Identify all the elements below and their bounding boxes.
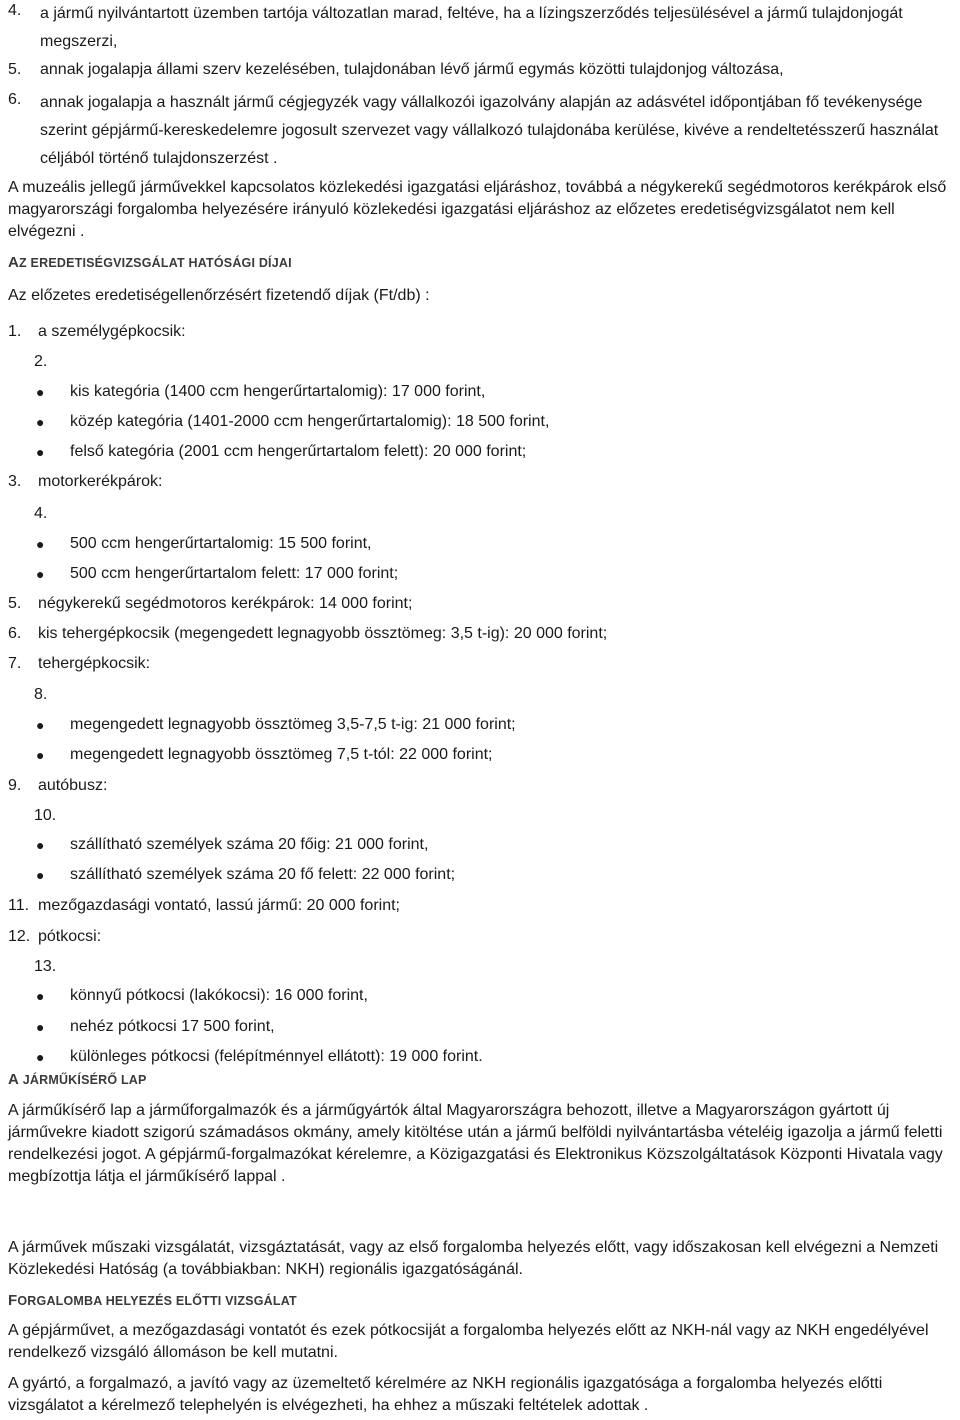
- fee-bullet-item: [36, 714, 516, 736]
- fee-list-item: [8, 471, 163, 493]
- list-number: 11.: [8, 897, 30, 914]
- bullet-icon: ●: [36, 1019, 45, 1035]
- fee-item-text: mezőgazdasági vontató, lassú jármű: 20 000 forint;: [38, 897, 400, 914]
- fee-bullet-text: közép kategória (1401-2000 ccm hengerűrtartalomig): 18 500 forint,: [70, 413, 550, 430]
- list-number: 9.: [8, 777, 22, 794]
- fee-bullet-item: [36, 834, 428, 856]
- heading-initial: A: [8, 254, 20, 271]
- heading-rest: Z EREDETISÉGVIZSGÁLAT HATÓSÁGI DÍJAI: [19, 256, 292, 270]
- heading-rest: ORGALOMBA HELYEZÉS ELŐTTI VIZSGÁLAT: [17, 1294, 297, 1308]
- fee-item-text: motorkerékpárok:: [38, 473, 163, 490]
- fee-bullet-text: nehéz pótkocsi 17 500 forint,: [70, 1018, 275, 1035]
- fee-bullet-item: [36, 381, 485, 403]
- kisero-paragraph: A járműkísérő lap a járműforgalmazók és a járműgyártók által Magyarországra behozott, illetve a Magyarországon gyártott új járművekre kiadott szigorú számadásos okmány, amely kitöltése után a jármű belföldi nyilvántartásba vételéig igazolja a jármű feletti rendelkezési jogot. A gépjármű-forgalmazókat kérelemre, a Közigazgatási és Elektronikus Közszolgáltatások Központi Hivatala vagy megbízottja látja el járműkísérő lappal .: [8, 1102, 943, 1185]
- fee-list-item: [34, 684, 64, 706]
- fee-list-item: [34, 805, 64, 827]
- fee-list-item: [8, 623, 607, 645]
- fee-bullet-text: szállítható személyek száma 20 főig: 21 000 forint,: [70, 836, 429, 853]
- fee-bullet-text: kis kategória (1400 ccm hengerűrtartalomig): 17 000 forint,: [70, 383, 486, 400]
- fee-item-text: a személygépkocsik:: [38, 323, 186, 340]
- fee-bullet-item: [36, 1046, 483, 1068]
- fee-list-item: [8, 593, 412, 615]
- forgalom-paragraph-2: A gyártó, a forgalmazó, a javító vagy az üzemeltető kérelmére az NKH regionális igazgatósága a forgalomba helyezés előtti vizsgálatot a kérelmező telephelyén is elvégezheti, ha ehhez a műszaki feltételek adottak .: [8, 1375, 883, 1414]
- bullet-icon: ●: [36, 867, 45, 883]
- bullet-icon: ●: [36, 717, 45, 733]
- list-number: 7.: [8, 655, 22, 672]
- fee-bullet-text: szállítható személyek száma 20 fő felett: 22 000 forint;: [70, 866, 456, 883]
- list-number: 3.: [8, 473, 22, 490]
- fee-bullet-text: könnyű pótkocsi (lakókocsi): 16 000 forint,: [70, 987, 368, 1004]
- section-heading-kisero: [8, 1071, 147, 1088]
- bullet-icon: ●: [36, 1049, 45, 1065]
- list-item: [8, 89, 950, 173]
- fee-bullet-item: [36, 864, 455, 886]
- list-number: 6.: [8, 91, 22, 108]
- list-number: 8.: [34, 686, 48, 703]
- fee-bullet-item: [36, 533, 372, 555]
- bullet-icon: ●: [36, 747, 45, 763]
- fee-bullet-item: [36, 744, 493, 766]
- fee-list-item: [34, 503, 64, 525]
- fee-list-item: [8, 775, 107, 797]
- list-item-text: a jármű nyilvántartott üzemben tartója változatlan marad, feltéve, ha a lízingszerződés teljesülésével a jármű tulajdonjogát megszerzi,: [40, 5, 903, 50]
- museum-paragraph: A muzeális jellegű járművekkel kapcsolatos közlekedési igazgatási eljáráshoz, továbbá a négykerekű segédmotoros kerékpárok első magyarországi forgalomba helyezésére irányuló közlekedési igazgatási eljáráshoz az előzetes eredetiségvizsgálatot nem kell elvégezni .: [8, 179, 947, 240]
- fee-bullet-item: [36, 985, 368, 1007]
- list-number: 12.: [8, 928, 31, 945]
- fee-bullet-text: megengedett legnagyobb össztömeg 7,5 t-tól: 22 000 forint;: [70, 746, 493, 763]
- heading-initial: F: [8, 1292, 18, 1309]
- fee-bullet-text: felső kategória (2001 ccm hengerűrtartalom felett): 20 000 forint;: [70, 443, 527, 460]
- fee-bullet-item: [36, 1016, 275, 1038]
- list-number: 5.: [8, 61, 22, 78]
- fee-item-text: autóbusz:: [38, 777, 108, 794]
- fee-list-item: [34, 351, 64, 373]
- fee-bullet-item: [36, 563, 398, 585]
- forgalom-paragraph-1: A gépjárművet, a mezőgazdasági vontatót és ezek pótkocsiját a forgalomba helyezés előtt az NKH-nál vagy az NKH engedélyével rendelkező vizsgáló állomáson be kell mutatni.: [8, 1322, 929, 1361]
- fee-list-item: [34, 956, 64, 978]
- fee-list-item: [8, 321, 186, 343]
- bullet-icon: ●: [36, 536, 45, 552]
- muszaki-paragraph: A járművek műszaki vizsgálatát, vizsgáztatását, vagy az első forgalomba helyezés előtt, vagy időszakosan kell elvégezni a Nemzeti Közlekedési Hatóság (a továbbiakban: NKH) regionális igazgatóságánál.: [8, 1239, 939, 1278]
- bullet-icon: ●: [36, 837, 45, 853]
- list-item: [8, 59, 950, 81]
- section-heading-fees: [8, 254, 292, 271]
- bullet-icon: ●: [36, 444, 45, 460]
- heading-initial: A: [8, 1071, 20, 1088]
- fee-bullet-text: 500 ccm hengerűrtartalom felett: 17 000 forint;: [70, 565, 399, 582]
- list-number: 13.: [34, 958, 57, 975]
- fee-bullet-item: [36, 411, 549, 433]
- fee-bullet-item: [36, 441, 526, 463]
- list-item-text: annak jogalapja állami szerv kezelésében, tulajdonában lévő jármű egymás közötti tulajdonjog változása,: [40, 61, 784, 78]
- fee-bullet-text: megengedett legnagyobb össztömeg 3,5-7,5 t-ig: 21 000 forint;: [70, 716, 516, 733]
- list-number: 2.: [34, 353, 48, 370]
- list-number: 4.: [8, 2, 22, 19]
- fee-item-text: tehergépkocsik:: [38, 655, 151, 672]
- bullet-icon: ●: [36, 566, 45, 582]
- fee-item-text: kis tehergépkocsik (megengedett legnagyobb össztömeg: 3,5 t-ig): 20 000 forint;: [38, 625, 608, 642]
- fees-intro: Az előzetes eredetiségellenőrzésért fizetendő díjak (Ft/db) :: [8, 287, 430, 304]
- bullet-icon: ●: [36, 988, 45, 1004]
- list-number: 5.: [8, 595, 22, 612]
- fee-list-item: [8, 653, 150, 675]
- fee-item-text: pótkocsi:: [38, 928, 102, 945]
- bullet-icon: ●: [36, 384, 45, 400]
- bullet-icon: ●: [36, 414, 45, 430]
- fee-list-item: [8, 926, 101, 948]
- heading-rest: JÁRMŰKÍSÉRŐ LAP: [19, 1073, 147, 1087]
- list-item: [8, 0, 950, 56]
- list-number: 4.: [34, 505, 48, 522]
- fee-item-text: négykerekű segédmotoros kerékpárok: 14 000 forint;: [38, 595, 413, 612]
- list-item-text: annak jogalapja a használt jármű cégjegyzék vagy vállalkozói igazolvány alapján az adásvétel időpontjában fő tevékenysége szerint gépjármű-kereskedelemre jogosult szervezet vagy vállalkozó tulajdonába kerülése, kivéve a rendeltetésszerű használat céljából történő tulajdonszerzést .: [40, 94, 939, 167]
- list-number: 1.: [8, 323, 22, 340]
- fee-list-item: [8, 895, 400, 917]
- fee-bullet-text: 500 ccm hengerűrtartalomig: 15 500 forint,: [70, 535, 372, 552]
- section-heading-forgalom: [8, 1292, 297, 1309]
- fee-bullet-text: különleges pótkocsi (felépítménnyel ellátott): 19 000 forint.: [70, 1048, 483, 1065]
- list-number: 10.: [34, 807, 57, 824]
- list-number: 6.: [8, 625, 22, 642]
